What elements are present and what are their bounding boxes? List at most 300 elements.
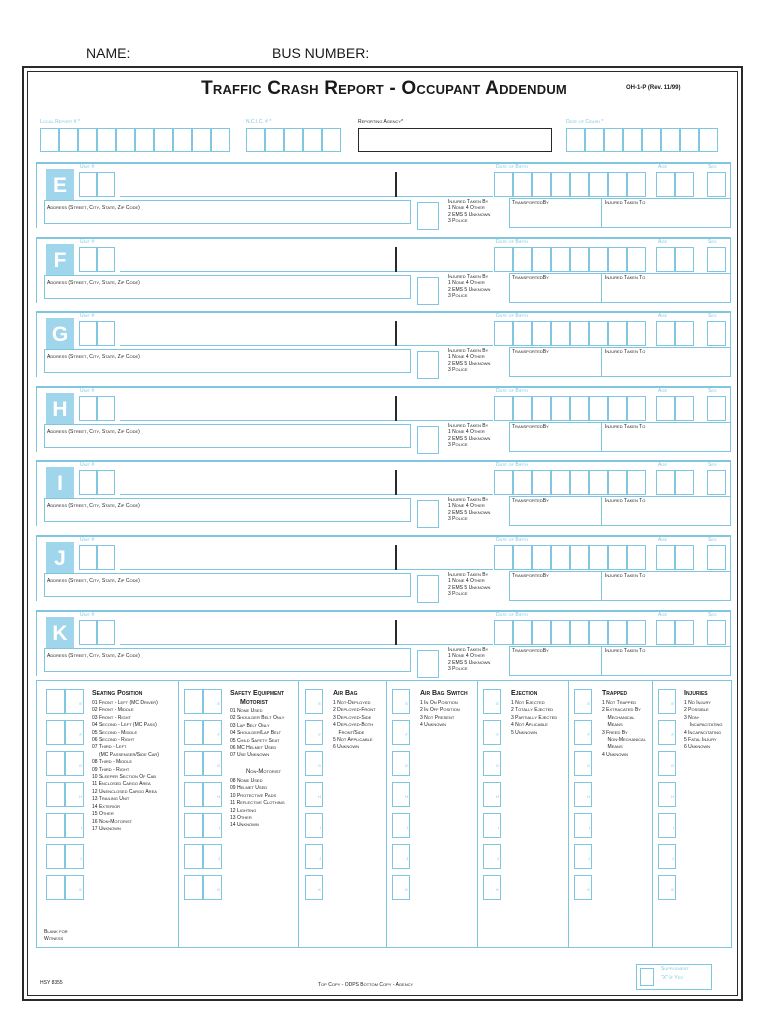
unit-field[interactable] bbox=[79, 321, 97, 346]
dob-digit-box[interactable] bbox=[608, 247, 627, 272]
form-title: Traffic Crash Report - Occupant Addendum bbox=[201, 78, 567, 99]
dob-digit-box[interactable] bbox=[532, 470, 551, 495]
age-label: Age bbox=[658, 462, 668, 468]
dob-digit-box[interactable] bbox=[513, 172, 532, 197]
name-field[interactable] bbox=[120, 470, 396, 495]
dob-digit-box[interactable] bbox=[627, 321, 646, 346]
address-field[interactable] bbox=[44, 424, 411, 448]
date-of-crash-label: Date of Crash * bbox=[566, 119, 604, 125]
code-box[interactable] bbox=[46, 751, 65, 776]
code-box[interactable] bbox=[46, 720, 65, 745]
code-box[interactable] bbox=[203, 689, 222, 714]
dob-digit-box[interactable] bbox=[513, 470, 532, 495]
dob-digit-box[interactable] bbox=[627, 620, 646, 645]
injured-taken-to-label: Injured Taken To bbox=[605, 200, 646, 206]
dob-digit-box[interactable] bbox=[608, 545, 627, 570]
code-box[interactable] bbox=[305, 720, 323, 745]
code-box-letter: G bbox=[495, 763, 499, 768]
injured-taken-by-line: 3 Police bbox=[448, 666, 468, 673]
code-box-letter: J bbox=[672, 856, 674, 861]
unit-field[interactable] bbox=[97, 396, 115, 421]
injured-taken-by-line: Injured Taken By bbox=[448, 274, 489, 280]
injured-taken-by-box[interactable] bbox=[417, 202, 439, 230]
address-field[interactable] bbox=[44, 200, 411, 224]
code-box[interactable] bbox=[658, 689, 676, 714]
injured-taken-by-box[interactable] bbox=[417, 650, 439, 678]
date-of-birth-label: Date of Birth bbox=[496, 239, 529, 245]
dob-digit-box[interactable] bbox=[532, 545, 551, 570]
code-box[interactable] bbox=[184, 751, 203, 776]
code-box[interactable] bbox=[46, 813, 65, 838]
dob-digit-box[interactable] bbox=[551, 396, 570, 421]
code-box[interactable] bbox=[203, 782, 222, 807]
dob-digit-box[interactable] bbox=[570, 545, 589, 570]
injured-taken-by-line: 1 None 4 Other bbox=[448, 653, 485, 660]
air-bag-heading: Air Bag bbox=[333, 690, 358, 697]
digit-box[interactable] bbox=[322, 128, 341, 152]
date-of-birth-label: Date of Birth bbox=[496, 537, 529, 543]
digit-box[interactable] bbox=[265, 128, 284, 152]
unit-field[interactable] bbox=[79, 396, 97, 421]
code-box-letter: H bbox=[217, 794, 220, 799]
code-box-letter: F bbox=[587, 732, 590, 737]
digit-box[interactable] bbox=[59, 128, 78, 152]
dob-digit-box[interactable] bbox=[608, 396, 627, 421]
name-field[interactable] bbox=[120, 396, 396, 421]
unit-field[interactable] bbox=[97, 545, 115, 570]
transported-by-label: TransportedBy bbox=[512, 200, 549, 206]
code-box[interactable] bbox=[305, 844, 323, 869]
code-box[interactable] bbox=[184, 782, 203, 807]
code-box[interactable] bbox=[658, 844, 676, 869]
sex-label: Sex bbox=[708, 239, 717, 245]
dob-digit-box[interactable] bbox=[570, 321, 589, 346]
dob-digit-box[interactable] bbox=[532, 247, 551, 272]
home-phone-field[interactable] bbox=[397, 396, 493, 421]
injured-taken-by-box[interactable] bbox=[417, 277, 439, 305]
digit-box[interactable] bbox=[303, 128, 322, 152]
address-label: Address (Street, City, State, Zip Code) bbox=[47, 653, 140, 659]
trapped-codes: 1 Not Trapped 2 Extracated By Mechanical Means 3 Freed By Non-Mechanical Means 4 Unknown bbox=[602, 700, 646, 758]
digit-box[interactable] bbox=[173, 128, 192, 152]
code-box[interactable] bbox=[65, 751, 84, 776]
unit-field[interactable] bbox=[97, 172, 115, 197]
injured-taken-by-line: Injured Taken By bbox=[448, 199, 489, 205]
dob-digit-box[interactable] bbox=[608, 620, 627, 645]
dob-digit-box[interactable] bbox=[608, 172, 627, 197]
unit-field[interactable] bbox=[79, 172, 97, 197]
dob-digit-box[interactable] bbox=[570, 470, 589, 495]
code-box[interactable] bbox=[184, 813, 203, 838]
code-box[interactable] bbox=[184, 875, 203, 900]
unit-field[interactable] bbox=[79, 545, 97, 570]
reporting-agency-label: Reporting Agency* bbox=[358, 119, 404, 125]
age-label: Age bbox=[658, 612, 668, 618]
code-box-letter: H bbox=[79, 794, 82, 799]
dob-digit-box[interactable] bbox=[494, 620, 513, 645]
digit-box[interactable] bbox=[604, 128, 623, 152]
dob-digit-box[interactable] bbox=[513, 620, 532, 645]
code-box[interactable] bbox=[65, 689, 84, 714]
dob-digit-box[interactable] bbox=[494, 321, 513, 346]
code-box[interactable] bbox=[65, 813, 84, 838]
occupant-letter-k: K bbox=[46, 617, 74, 650]
section-top-rule bbox=[36, 162, 731, 164]
sex-label: Sex bbox=[708, 462, 717, 468]
dob-digit-box[interactable] bbox=[551, 247, 570, 272]
code-box-letter: E bbox=[496, 701, 499, 706]
home-phone-field[interactable] bbox=[397, 247, 493, 272]
code-box[interactable] bbox=[483, 875, 501, 900]
digit-box[interactable] bbox=[566, 128, 585, 152]
code-box[interactable] bbox=[658, 875, 676, 900]
code-box-letter: K bbox=[318, 887, 321, 892]
injured-taken-by-line: 2 EMS 5 Unknown bbox=[448, 584, 491, 591]
code-box[interactable] bbox=[574, 875, 592, 900]
unit-field[interactable] bbox=[97, 470, 115, 495]
code-box-letter: F bbox=[79, 732, 82, 737]
sex-field[interactable] bbox=[707, 321, 726, 346]
dob-digit-box[interactable] bbox=[627, 172, 646, 197]
dob-digit-box[interactable] bbox=[513, 545, 532, 570]
dob-digit-box[interactable] bbox=[532, 396, 551, 421]
ejection-codes: 1 Not Ejected 2 Totally Ejected 3 Partially Ejected 4 Not Aplicable 5 Unknown bbox=[511, 700, 558, 736]
code-box[interactable] bbox=[483, 689, 501, 714]
code-box-letter: K bbox=[587, 887, 590, 892]
dob-digit-box[interactable] bbox=[589, 172, 608, 197]
code-box[interactable] bbox=[203, 751, 222, 776]
injured-taken-by-line: 2 EMS 5 Unknown bbox=[448, 360, 491, 367]
code-box[interactable] bbox=[203, 720, 222, 745]
dob-digit-box[interactable] bbox=[551, 172, 570, 197]
dob-digit-box[interactable] bbox=[532, 620, 551, 645]
injured-taken-by-line: 1 None 4 Other bbox=[448, 578, 485, 585]
age-digit-box[interactable] bbox=[656, 396, 675, 421]
age-digit-box[interactable] bbox=[675, 470, 694, 495]
transported-by-label: TransportedBy bbox=[512, 498, 549, 504]
digit-box[interactable] bbox=[116, 128, 135, 152]
code-box[interactable] bbox=[483, 844, 501, 869]
code-box-letter: F bbox=[318, 732, 321, 737]
age-digit-box[interactable] bbox=[675, 620, 694, 645]
address-field[interactable] bbox=[44, 349, 411, 373]
section-left-rule bbox=[36, 535, 37, 601]
injured-taken-by-line: Injured Taken By bbox=[448, 348, 489, 354]
digit-box[interactable] bbox=[642, 128, 661, 152]
code-box[interactable] bbox=[46, 844, 65, 869]
injured-taken-to-label: Injured Taken To bbox=[605, 498, 646, 504]
non-motorist-subheading: Non-Motorist bbox=[246, 769, 282, 775]
code-box[interactable] bbox=[574, 844, 592, 869]
code-box-letter: G bbox=[78, 763, 82, 768]
dob-digit-box[interactable] bbox=[513, 321, 532, 346]
digit-box[interactable] bbox=[192, 128, 211, 152]
code-box[interactable] bbox=[65, 782, 84, 807]
injured-taken-by-line: 3 Police bbox=[448, 218, 468, 225]
dob-digit-box[interactable] bbox=[513, 396, 532, 421]
unit-label: Unit # bbox=[80, 388, 95, 394]
digit-box[interactable] bbox=[97, 128, 116, 152]
age-digit-box[interactable] bbox=[675, 172, 694, 197]
injured-taken-by-line: 2 EMS 5 Unknown bbox=[448, 286, 491, 293]
age-digit-box[interactable] bbox=[675, 247, 694, 272]
code-box-letter: G bbox=[404, 763, 408, 768]
dob-digit-box[interactable] bbox=[551, 620, 570, 645]
code-box[interactable] bbox=[305, 751, 323, 776]
code-box[interactable] bbox=[46, 689, 65, 714]
code-box[interactable] bbox=[574, 720, 592, 745]
dob-digit-box[interactable] bbox=[570, 396, 589, 421]
age-label: Age bbox=[658, 388, 668, 394]
occupant-letter-f: F bbox=[46, 244, 74, 277]
digit-box[interactable] bbox=[699, 128, 718, 152]
code-box[interactable] bbox=[658, 751, 676, 776]
code-box[interactable] bbox=[574, 689, 592, 714]
digit-box[interactable] bbox=[211, 128, 230, 152]
code-box[interactable] bbox=[305, 782, 323, 807]
date-of-birth-label: Date of Birth bbox=[496, 388, 529, 394]
name-field[interactable] bbox=[120, 172, 396, 197]
sex-field[interactable] bbox=[707, 620, 726, 645]
dob-digit-box[interactable] bbox=[589, 620, 608, 645]
digit-box[interactable] bbox=[40, 128, 59, 152]
code-box[interactable] bbox=[203, 844, 222, 869]
code-box-letter: I bbox=[80, 825, 82, 830]
digit-box[interactable] bbox=[154, 128, 173, 152]
home-phone-field[interactable] bbox=[397, 470, 493, 495]
unit-field[interactable] bbox=[79, 620, 97, 645]
dob-digit-box[interactable] bbox=[532, 321, 551, 346]
code-box[interactable] bbox=[46, 875, 65, 900]
home-phone-field[interactable] bbox=[397, 620, 493, 645]
sex-field[interactable] bbox=[707, 545, 726, 570]
occupant-letter-e: E bbox=[46, 169, 74, 202]
code-box[interactable] bbox=[65, 720, 84, 745]
age-digit-box[interactable] bbox=[656, 545, 675, 570]
dob-digit-box[interactable] bbox=[608, 470, 627, 495]
code-box[interactable] bbox=[46, 782, 65, 807]
dob-digit-box[interactable] bbox=[589, 470, 608, 495]
age-digit-box[interactable] bbox=[656, 172, 675, 197]
injured-taken-by-box[interactable] bbox=[417, 575, 439, 603]
code-box[interactable] bbox=[483, 813, 501, 838]
code-box[interactable] bbox=[203, 813, 222, 838]
code-box[interactable] bbox=[483, 751, 501, 776]
air-bag-codes: 1 Not-Deployed 2 Deployed-Front 3 Deployed-Side 4 Deployed-Both Front/Side 5 Not Applicable 6 Unknown bbox=[333, 700, 376, 751]
dob-digit-box[interactable] bbox=[513, 247, 532, 272]
age-digit-box[interactable] bbox=[675, 321, 694, 346]
age-digit-box[interactable] bbox=[656, 620, 675, 645]
dob-digit-box[interactable] bbox=[570, 172, 589, 197]
sex-field[interactable] bbox=[707, 172, 726, 197]
dob-digit-box[interactable] bbox=[494, 470, 513, 495]
name-field[interactable] bbox=[120, 620, 396, 645]
injured-taken-by-box[interactable] bbox=[417, 351, 439, 379]
dob-digit-box[interactable] bbox=[627, 545, 646, 570]
unit-field[interactable] bbox=[97, 247, 115, 272]
dob-digit-box[interactable] bbox=[627, 470, 646, 495]
digit-box[interactable] bbox=[135, 128, 154, 152]
code-box[interactable] bbox=[658, 720, 676, 745]
code-box[interactable] bbox=[483, 720, 501, 745]
code-box[interactable] bbox=[392, 844, 410, 869]
transported-by-label: TransportedBy bbox=[512, 424, 549, 430]
code-box-letter: K bbox=[671, 887, 674, 892]
digit-box[interactable] bbox=[78, 128, 97, 152]
injured-taken-by-codes bbox=[448, 572, 490, 598]
code-box-letter: I bbox=[218, 825, 220, 830]
section-left-rule bbox=[36, 237, 37, 303]
digit-box[interactable] bbox=[284, 128, 303, 152]
injured-taken-by-line: Injured Taken By bbox=[448, 647, 489, 653]
home-phone-field[interactable] bbox=[397, 172, 493, 197]
air-bag-switch-codes: 1 In On Position 2 In Off Position 3 Not Present 4 Unknown bbox=[420, 700, 460, 729]
address-field[interactable] bbox=[44, 573, 411, 597]
digit-box[interactable] bbox=[246, 128, 265, 152]
dob-digit-box[interactable] bbox=[494, 247, 513, 272]
code-box[interactable] bbox=[574, 782, 592, 807]
transport-divider bbox=[601, 273, 602, 303]
name-field[interactable] bbox=[120, 321, 396, 346]
age-digit-box[interactable] bbox=[656, 321, 675, 346]
code-box-letter: J bbox=[497, 856, 499, 861]
code-box[interactable] bbox=[65, 875, 84, 900]
dob-digit-box[interactable] bbox=[551, 470, 570, 495]
injured-taken-by-box[interactable] bbox=[417, 500, 439, 528]
dob-digit-box[interactable] bbox=[570, 247, 589, 272]
transport-divider bbox=[601, 646, 602, 676]
code-box-letter: F bbox=[217, 732, 220, 737]
code-box[interactable] bbox=[574, 813, 592, 838]
form-code-label: HSY 8355 bbox=[40, 980, 63, 986]
code-box[interactable] bbox=[392, 720, 410, 745]
unit-label: Unit # bbox=[80, 612, 95, 618]
blank-for-witness-label: Blank for Witness bbox=[44, 929, 68, 943]
code-box-letter: J bbox=[319, 856, 321, 861]
ejection-heading: Ejection bbox=[511, 690, 538, 697]
transport-divider bbox=[601, 347, 602, 377]
injured-taken-by-codes bbox=[448, 647, 490, 673]
occupant-letter-g: G bbox=[46, 318, 74, 351]
dob-digit-box[interactable] bbox=[608, 321, 627, 346]
code-box[interactable] bbox=[184, 844, 203, 869]
supplement-label: Supplement bbox=[661, 966, 689, 972]
injured-taken-by-line: 1 None 4 Other bbox=[448, 205, 485, 212]
sex-field[interactable] bbox=[707, 247, 726, 272]
dob-digit-box[interactable] bbox=[494, 396, 513, 421]
injured-taken-to-label: Injured Taken To bbox=[605, 648, 646, 654]
code-box[interactable] bbox=[392, 813, 410, 838]
code-box-letter: J bbox=[218, 856, 220, 861]
dob-digit-box[interactable] bbox=[589, 247, 608, 272]
transport-divider bbox=[601, 198, 602, 228]
code-box[interactable] bbox=[392, 751, 410, 776]
code-box[interactable] bbox=[392, 689, 410, 714]
local-report-label: Local Report # * bbox=[40, 119, 80, 125]
dob-digit-box[interactable] bbox=[494, 172, 513, 197]
unit-field[interactable] bbox=[97, 321, 115, 346]
age-digit-box[interactable] bbox=[656, 470, 675, 495]
code-box[interactable] bbox=[184, 689, 203, 714]
address-field[interactable] bbox=[44, 648, 411, 672]
ncic-label: N.C.I.C. # * bbox=[246, 119, 272, 125]
dob-digit-box[interactable] bbox=[551, 545, 570, 570]
dob-digit-box[interactable] bbox=[570, 620, 589, 645]
code-box[interactable] bbox=[203, 875, 222, 900]
dob-digit-box[interactable] bbox=[627, 247, 646, 272]
dob-digit-box[interactable] bbox=[589, 396, 608, 421]
dob-digit-box[interactable] bbox=[551, 321, 570, 346]
air-bag-switch-heading: Air Bag Switch bbox=[420, 690, 468, 697]
injured-taken-by-box[interactable] bbox=[417, 426, 439, 454]
occupant-section-e bbox=[0, 162, 768, 234]
injured-taken-by-codes bbox=[448, 274, 490, 300]
code-box[interactable] bbox=[392, 875, 410, 900]
dob-digit-box[interactable] bbox=[494, 545, 513, 570]
age-digit-box[interactable] bbox=[675, 545, 694, 570]
name-field[interactable] bbox=[120, 545, 396, 570]
digit-box[interactable] bbox=[585, 128, 604, 152]
sex-field[interactable] bbox=[707, 396, 726, 421]
dob-digit-box[interactable] bbox=[627, 396, 646, 421]
dob-digit-box[interactable] bbox=[589, 321, 608, 346]
digit-box[interactable] bbox=[661, 128, 680, 152]
digit-box[interactable] bbox=[623, 128, 642, 152]
name-field[interactable] bbox=[120, 247, 396, 272]
code-box[interactable] bbox=[658, 813, 676, 838]
injured-taken-by-line: Injured Taken By bbox=[448, 423, 489, 429]
home-phone-field[interactable] bbox=[397, 545, 493, 570]
dob-digit-box[interactable] bbox=[589, 545, 608, 570]
code-box[interactable] bbox=[65, 844, 84, 869]
unit-field[interactable] bbox=[79, 470, 97, 495]
code-box[interactable] bbox=[305, 813, 323, 838]
dob-digit-box[interactable] bbox=[532, 172, 551, 197]
code-box-letter: J bbox=[80, 856, 82, 861]
age-label: Age bbox=[658, 313, 668, 319]
code-box[interactable] bbox=[305, 689, 323, 714]
transport-divider bbox=[601, 571, 602, 601]
injured-taken-by-line: 2 EMS 5 Unknown bbox=[448, 509, 491, 516]
code-box[interactable] bbox=[305, 875, 323, 900]
injured-taken-by-codes bbox=[448, 423, 490, 449]
injured-taken-by-codes bbox=[448, 348, 490, 374]
code-box-letter: H bbox=[496, 794, 499, 799]
age-digit-box[interactable] bbox=[675, 396, 694, 421]
reporting-agency-field[interactable] bbox=[358, 128, 552, 152]
occupant-section-k bbox=[0, 610, 768, 682]
code-box[interactable] bbox=[483, 782, 501, 807]
unit-label: Unit # bbox=[80, 537, 95, 543]
home-phone-field[interactable] bbox=[397, 321, 493, 346]
address-field[interactable] bbox=[44, 275, 411, 299]
unit-field[interactable] bbox=[97, 620, 115, 645]
code-box[interactable] bbox=[392, 782, 410, 807]
address-field[interactable] bbox=[44, 498, 411, 522]
date-of-birth-label: Date of Birth bbox=[496, 164, 529, 170]
code-box[interactable] bbox=[574, 751, 592, 776]
sex-field[interactable] bbox=[707, 470, 726, 495]
age-digit-box[interactable] bbox=[656, 247, 675, 272]
sex-label: Sex bbox=[708, 313, 717, 319]
code-box[interactable] bbox=[184, 720, 203, 745]
code-box[interactable] bbox=[658, 782, 676, 807]
unit-field[interactable] bbox=[79, 247, 97, 272]
code-box-letter: F bbox=[405, 732, 408, 737]
occupant-section-i bbox=[0, 460, 768, 532]
digit-box[interactable] bbox=[680, 128, 699, 152]
supplement-checkbox[interactable] bbox=[640, 968, 654, 986]
